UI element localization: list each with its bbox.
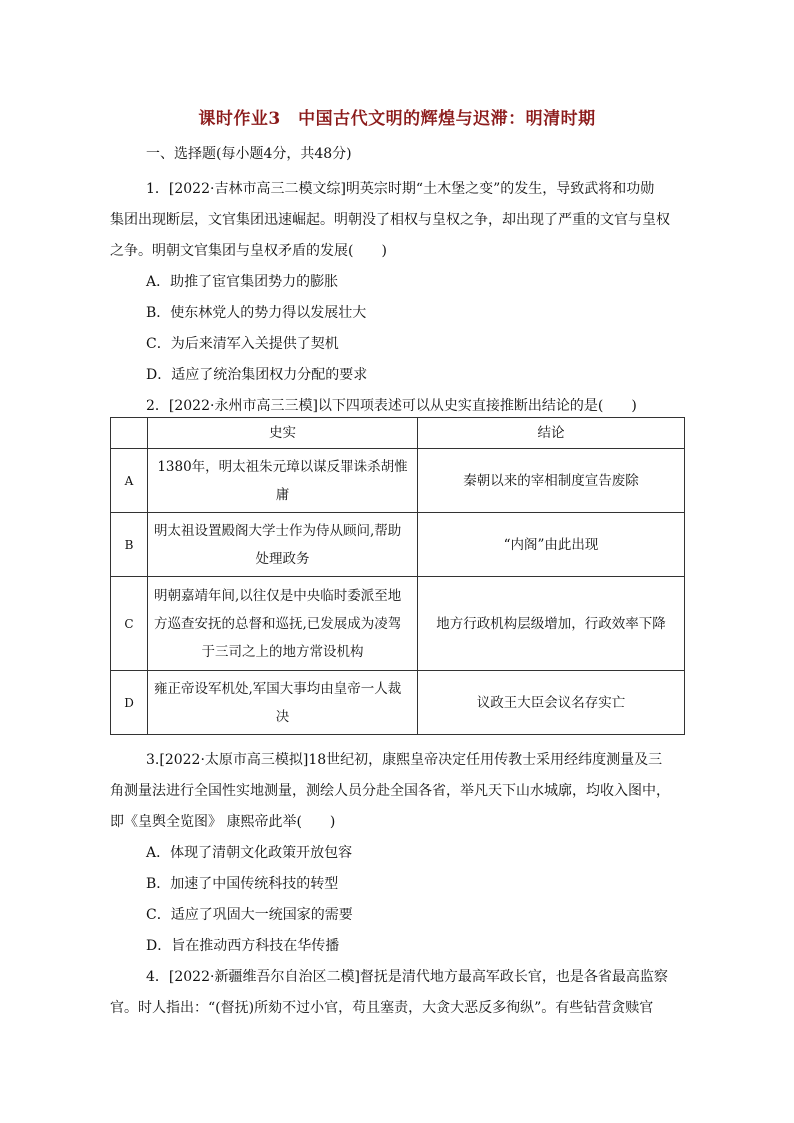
q1-option-c: C．为后来清军入关提供了契机 <box>146 336 339 352</box>
fact-cell <box>148 513 418 577</box>
header-cell <box>111 418 148 449</box>
q4-stem-line: 官。时人指出：“(督抚)所劾不过小官，苟且塞责，大贪大恶反多徇纵”。有些钻营贪赎官 <box>110 1000 654 1016</box>
table-row <box>111 449 685 513</box>
row-label: B <box>111 513 148 577</box>
fact-cell <box>148 449 418 513</box>
q1-stem-line: 1．[2022·吉林市高三二模文综]明英宗时期“土木堡之变”的发生，导致武将和功勋 <box>146 181 655 197</box>
table-row <box>111 513 685 577</box>
fact-line: 明太祖设置殿阁大学士作为侍从顾问,帮助 <box>154 522 402 539</box>
fact-line: 处理政务 <box>255 550 310 567</box>
table-row <box>111 671 685 735</box>
q1-option-a: A．助推了宦官集团势力的膨胀 <box>146 274 339 290</box>
section-heading: 一、选择题(每小题4分，共48分) <box>146 146 352 162</box>
q3-option-c: C．适应了巩固大一统国家的需要 <box>146 907 353 923</box>
header-cell-conclusion: 结论 <box>418 418 685 449</box>
table-row <box>111 577 685 671</box>
conclusion-cell: “内阁”由此出现 <box>418 513 685 577</box>
fact-line: 方巡查安抚的总督和巡抚,已发展成为凌驾 <box>154 615 402 632</box>
q1-stem-line: 集团出现断层，文官集团迅速崛起。明朝没了相权与皇权之争，却出现了严重的文官与皇权 <box>110 212 670 228</box>
q3-option-d: D．旨在推动西方科技在华传播 <box>146 938 340 954</box>
q3-stem-line: 角测量法进行全国性实地测量，测绘人员分赴全国各省，举凡天下山水城廓，均收入图中， <box>110 783 670 799</box>
q3-option-a: A．体现了清朝文化政策开放包容 <box>146 845 353 861</box>
fact-line: 雍正帝设军机处,军国大事均由皇帝一人裁 <box>154 680 402 697</box>
header-cell-fact: 史实 <box>148 418 418 449</box>
row-label: D <box>111 671 148 735</box>
q3-option-b: B．加速了中国传统科技的转型 <box>146 876 339 892</box>
row-label: C <box>111 577 148 671</box>
q3-stem-line: 即《皇舆全览图》 康熙帝此举( ) <box>110 814 336 830</box>
q1-option-d: D．适应了统治集团权力分配的要求 <box>146 367 368 383</box>
row-label: A <box>111 449 148 513</box>
q1-stem-line: 之争。明朝文官集团与皇权矛盾的发展( ) <box>110 243 387 259</box>
q2-table <box>110 417 685 735</box>
table-header-row <box>111 418 685 449</box>
q4-stem-line: 4．[2022·新疆维吾尔自治区二模]督抚是清代地方最高军政长官，也是各省最高监察 <box>146 969 668 985</box>
conclusion-cell: 秦朝以来的宰相制度宣告废除 <box>418 449 685 513</box>
q3-stem-line: 3.[2022·太原市高三模拟]18世纪初，康熙皇帝决定任用传教士采用经纬度测量及三 <box>146 752 663 768</box>
fact-line: 1380年，明太祖朱元璋以谋反罪诛杀胡惟 <box>157 458 408 475</box>
q2-stem: 2．[2022·永州市高三三模]以下四项表述可以从史实直接推断出结论的是( ) <box>146 398 637 414</box>
fact-line: 明朝嘉靖年间,以往仅是中央临时委派至地 <box>154 587 402 604</box>
page-title: 课时作业3 中国古代文明的辉煌与迟滞：明清时期 <box>198 109 596 129</box>
conclusion-cell: 议政王大臣会议名存实亡 <box>418 671 685 735</box>
fact-line: 决 <box>275 708 290 725</box>
fact-line: 于三司之上的地方常设机构 <box>201 643 364 660</box>
fact-line: 庸 <box>275 486 290 503</box>
q1-option-b: B．使东林党人的势力得以发展壮大 <box>146 305 367 321</box>
conclusion-cell: 地方行政机构层级增加，行政效率下降 <box>418 577 685 671</box>
fact-cell <box>148 671 418 735</box>
fact-cell <box>148 577 418 671</box>
